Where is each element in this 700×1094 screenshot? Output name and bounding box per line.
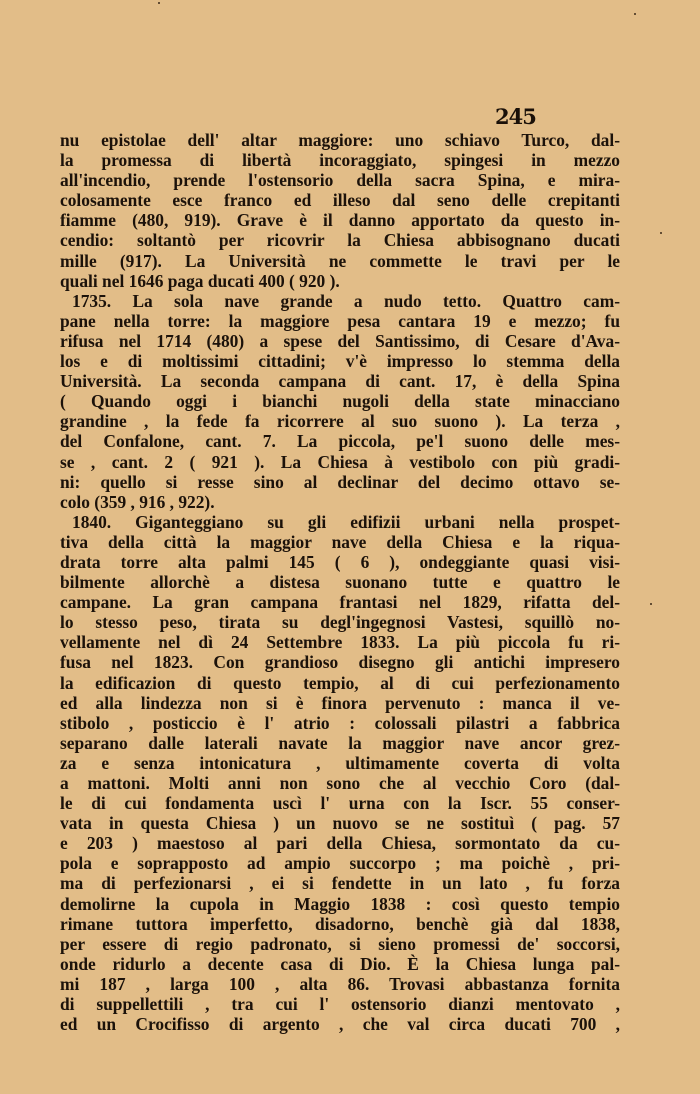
text-line: vellamente nel dì 24 Settembre 1833. La più piccola fu ri-: [60, 632, 620, 653]
text-line: la edificazion di questo tempio, al di cui perfezionamento: [60, 672, 620, 693]
text-line: demolirne la cupola in Maggio 1838 : così questo tempio: [60, 893, 620, 914]
text-line: lo stesso peso, tirata su degl'ingegnosi Vastesi, squillò no-: [60, 612, 620, 633]
text-line: rimane tuttora imperfetto, disadorno, benchè già dal 1838,: [60, 913, 620, 934]
text-line: los e di moltissimi cittadini; v'è impresso lo stemma della: [60, 351, 620, 372]
text-line: ma di perfezionarsi , ei si fendette in un lato , fu forza: [60, 873, 620, 894]
text-line: fiamme (480, 919). Grave è il danno apportato da questo in-: [60, 210, 620, 231]
text-line: mi 187 , larga 100 , alta 86. Trovasi abbastanza fornita: [60, 973, 620, 994]
paper-speck: [158, 2, 160, 4]
text-line: vata in questa Chiesa ) un nuovo se ne sostituì ( pag. 57: [60, 813, 620, 834]
text-line: za e senza intonicatura , ultimamente coverta di volta: [60, 752, 620, 773]
text-line: e 203 ) maestoso al pari della Chiesa, sormontato da cu-: [60, 833, 620, 854]
paper-speck: [634, 13, 636, 15]
text-line: mille (917). La Università ne commette le travi per le: [60, 250, 620, 271]
text-line: ed un Crocifisso di argento , che val circa ducati 700 ,: [60, 1014, 620, 1035]
text-line: drata torre alta palmi 145 ( 6 ), ondeggiante quasi visi-: [60, 551, 620, 572]
text-line: pane nella torre: la maggiore pesa cantara 19 e mezzo; fu: [60, 310, 620, 331]
text-line: a mattoni. Molti anni non sono che al vecchio Coro (dal-: [60, 773, 620, 793]
text-line: onde ridurlo a decente casa di Dio. È la Chiesa lunga pal-: [60, 953, 620, 974]
text-line: se , cant. 2 ( 921 ). La Chiesa à vestibolo con più gradi-: [60, 451, 620, 472]
body-text: [60, 130, 620, 1034]
page-number: 245: [495, 104, 536, 129]
text-line: colosamente esce franco ed illeso dal seno delle crepitanti: [60, 190, 620, 211]
paper-speck: [650, 603, 652, 605]
text-line: colo (359 , 916 , 922).: [60, 491, 215, 512]
text-line: rifusa nel 1714 (480) a spese del Santissimo, di Cesare d'Ava-: [60, 330, 620, 351]
text-line: Università. La seconda campana di cant. 17, è della Spina: [60, 371, 620, 392]
text-line: fusa nel 1823. Con grandioso disegno gli antichi impresero: [60, 652, 620, 673]
text-line: del Confalone, cant. 7. La piccola, pe'l suono delle mes-: [60, 431, 620, 452]
text-line: quali nel 1646 paga ducati 400 ( 920 ).: [60, 270, 340, 291]
text-line: tiva della città la maggior nave della Chiesa e la riqua-: [60, 531, 620, 552]
text-line: pola e soprapposto ad ampio succorpo ; ma poichè , pri-: [60, 853, 620, 874]
text-line: le di cui fondamenta uscì l' urna con la Iscr. 55 conser-: [60, 793, 620, 814]
text-line: cendio: soltantò per ricovrir la Chiesa abbisognano ducati: [60, 230, 620, 251]
text-line: grandine , la fede fa ricorrere al suo suono ). La terza ,: [60, 411, 620, 432]
text-line: ( Quando oggi i bianchi nugoli della state minacciano: [60, 391, 620, 412]
text-line: campane. La gran campana frantasi nel 1829, rifatta del-: [60, 592, 620, 613]
text-line: 1840. Giganteggiano su gli edifizii urbani nella prospet-: [72, 511, 620, 532]
text-line: per essere di regio padronato, si sieno promessi de' soccorsi,: [60, 933, 620, 954]
paper-speck: [660, 232, 662, 234]
text-line: all'incendio, prende l'ostensorio della sacra Spina, e mira-: [60, 170, 620, 191]
text-line: di suppellettili , tra cui l' ostensorio dianzi mentovato ,: [60, 994, 620, 1015]
text-line: ni: quello si resse sino al declinar del decimo ottavo se-: [60, 471, 620, 492]
text-line: separano dalle laterali navate la maggior nave ancor grez-: [60, 732, 620, 753]
text-line: 1735. La sola nave grande a nudo tetto. Quattro cam-: [72, 290, 620, 311]
text-line: la promessa di libertà incoraggiato, spingesi in mezzo: [60, 150, 620, 171]
text-line: ed alla lindezza non si è finora pervenuto : manca il ve-: [60, 692, 620, 713]
text-line: bilmente allorchè a distesa suonano tutte e quattro le: [60, 572, 620, 593]
text-line: stibolo , posticcio è l' atrio : colossali pilastri a fabbrica: [60, 712, 620, 733]
text-line: nu epistolae dell' altar maggiore: uno schiavo Turco, dal-: [60, 130, 620, 150]
